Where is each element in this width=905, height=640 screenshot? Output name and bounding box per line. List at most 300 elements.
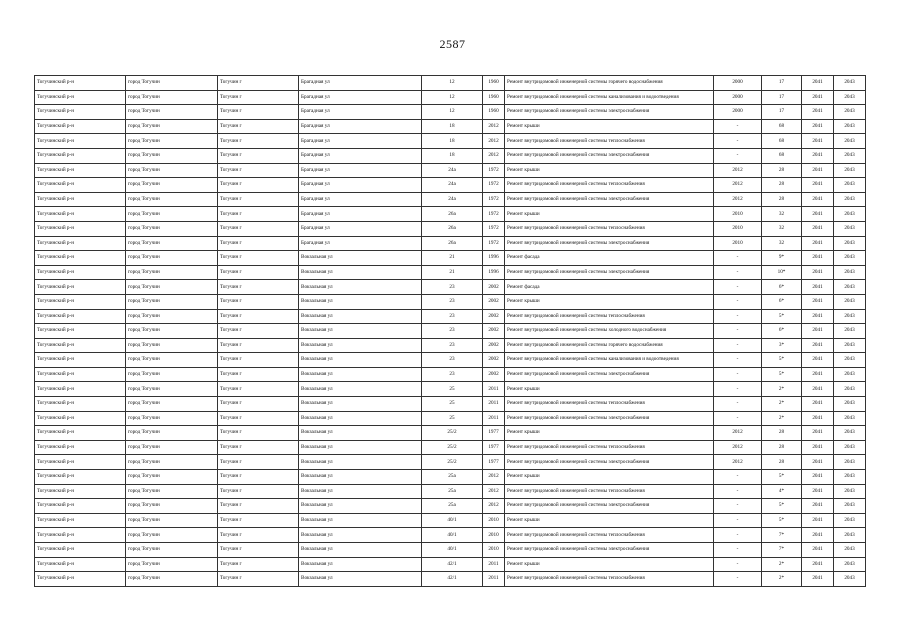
settlement-cell: город Тогучин <box>126 484 218 499</box>
district-cell: Тогучинский р-н <box>35 382 126 397</box>
street-cell: Вокзальная ул <box>299 367 422 382</box>
wear-percent-cell: 28 <box>762 440 802 455</box>
table-row <box>35 134 866 149</box>
settlement-cell: город Тогучин <box>126 426 218 441</box>
build-year-cell: 2002 <box>483 280 505 295</box>
locality-cell: Тогучин г <box>218 528 299 543</box>
last-repair-year-cell: 2000 <box>714 90 762 105</box>
settlement-cell: город Тогучин <box>126 163 218 178</box>
locality-cell: Тогучин г <box>218 251 299 266</box>
period-start-cell: 2041 <box>802 543 834 558</box>
work-type-cell: Ремонт внутридомовой инженерной системы электроснабжения <box>505 148 714 163</box>
house-number-cell: 26а <box>422 221 483 236</box>
house-number-cell: 26а <box>422 207 483 222</box>
wear-percent-cell: 2* <box>762 572 802 587</box>
work-type-cell: Ремонт крыши <box>505 470 714 485</box>
settlement-cell: город Тогучин <box>126 294 218 309</box>
work-type-cell: Ремонт внутридомовой инженерной системы электроснабжения <box>505 411 714 426</box>
street-cell: Вокзальная ул <box>299 455 422 470</box>
wear-percent-cell: 28 <box>762 163 802 178</box>
locality-cell: Тогучин г <box>218 557 299 572</box>
last-repair-year-cell: - <box>714 367 762 382</box>
period-end-cell: 2043 <box>834 440 866 455</box>
period-end-cell: 2043 <box>834 353 866 368</box>
wear-percent-cell: 17 <box>762 105 802 120</box>
house-number-cell: 42/1 <box>422 557 483 572</box>
period-end-cell: 2043 <box>834 251 866 266</box>
period-start-cell: 2041 <box>802 148 834 163</box>
table-row <box>35 148 866 163</box>
period-end-cell: 2043 <box>834 470 866 485</box>
period-start-cell: 2041 <box>802 528 834 543</box>
table-row <box>35 236 866 251</box>
district-cell: Тогучинский р-н <box>35 309 126 324</box>
settlement-cell: город Тогучин <box>126 397 218 412</box>
last-repair-year-cell: - <box>714 557 762 572</box>
last-repair-year-cell: - <box>714 338 762 353</box>
build-year-cell: 2011 <box>483 397 505 412</box>
district-cell: Тогучинский р-н <box>35 572 126 587</box>
house-number-cell: 40/1 <box>422 513 483 528</box>
district-cell: Тогучинский р-н <box>35 426 126 441</box>
period-start-cell: 2041 <box>802 178 834 193</box>
last-repair-year-cell: - <box>714 411 762 426</box>
period-end-cell: 2043 <box>834 119 866 134</box>
settlement-cell: город Тогучин <box>126 455 218 470</box>
build-year-cell: 1972 <box>483 236 505 251</box>
table-row <box>35 265 866 280</box>
locality-cell: Тогучин г <box>218 367 299 382</box>
locality-cell: Тогучин г <box>218 294 299 309</box>
house-number-cell: 25/2 <box>422 426 483 441</box>
street-cell: Брагадная ул <box>299 178 422 193</box>
work-type-cell: Ремонт внутридомовой инженерной системы теплоснабжения <box>505 484 714 499</box>
work-type-cell: Ремонт внутридомовой инженерной системы электроснабжения <box>505 455 714 470</box>
settlement-cell: город Тогучин <box>126 105 218 120</box>
district-cell: Тогучинский р-н <box>35 148 126 163</box>
locality-cell: Тогучин г <box>218 280 299 295</box>
wear-percent-cell: 6* <box>762 324 802 339</box>
last-repair-year-cell: - <box>714 513 762 528</box>
last-repair-year-cell: - <box>714 572 762 587</box>
last-repair-year-cell: - <box>714 280 762 295</box>
locality-cell: Тогучин г <box>218 105 299 120</box>
period-end-cell: 2043 <box>834 105 866 120</box>
locality-cell: Тогучин г <box>218 338 299 353</box>
wear-percent-cell: 7* <box>762 528 802 543</box>
settlement-cell: город Тогучин <box>126 557 218 572</box>
table-row <box>35 163 866 178</box>
house-number-cell: 25а <box>422 470 483 485</box>
house-number-cell: 23 <box>422 280 483 295</box>
period-start-cell: 2041 <box>802 90 834 105</box>
work-type-cell: Ремонт внутридомовой инженерной системы электроснабжения <box>505 543 714 558</box>
street-cell: Вокзальная ул <box>299 324 422 339</box>
settlement-cell: город Тогучин <box>126 440 218 455</box>
locality-cell: Тогучин г <box>218 119 299 134</box>
table-row <box>35 367 866 382</box>
table-row <box>35 353 866 368</box>
wear-percent-cell: 2* <box>762 411 802 426</box>
table-row <box>35 557 866 572</box>
period-start-cell: 2041 <box>802 382 834 397</box>
work-type-cell: Ремонт внутридомовой инженерной системы теплоснабжения <box>505 528 714 543</box>
last-repair-year-cell: 2010 <box>714 236 762 251</box>
house-number-cell: 25/2 <box>422 455 483 470</box>
locality-cell: Тогучин г <box>218 76 299 91</box>
street-cell: Брагадная ул <box>299 192 422 207</box>
locality-cell: Тогучин г <box>218 397 299 412</box>
last-repair-year-cell: 2010 <box>714 221 762 236</box>
last-repair-year-cell: - <box>714 397 762 412</box>
period-start-cell: 2041 <box>802 426 834 441</box>
settlement-cell: город Тогучин <box>126 90 218 105</box>
street-cell: Вокзальная ул <box>299 513 422 528</box>
build-year-cell: 2002 <box>483 353 505 368</box>
wear-percent-cell: 9* <box>762 251 802 266</box>
work-type-cell: Ремонт внутридомовой инженерной системы теплоснабжения <box>505 221 714 236</box>
period-start-cell: 2041 <box>802 221 834 236</box>
house-number-cell: 23 <box>422 309 483 324</box>
house-number-cell: 23 <box>422 338 483 353</box>
build-year-cell: 2012 <box>483 484 505 499</box>
work-type-cell: Ремонт крыши <box>505 294 714 309</box>
table-row <box>35 499 866 514</box>
locality-cell: Тогучин г <box>218 484 299 499</box>
period-start-cell: 2041 <box>802 338 834 353</box>
period-start-cell: 2041 <box>802 470 834 485</box>
settlement-cell: город Тогучин <box>126 280 218 295</box>
wear-percent-cell: 68 <box>762 148 802 163</box>
district-cell: Тогучинский р-н <box>35 367 126 382</box>
house-number-cell: 26а <box>422 236 483 251</box>
period-end-cell: 2043 <box>834 367 866 382</box>
period-start-cell: 2041 <box>802 572 834 587</box>
last-repair-year-cell: - <box>714 294 762 309</box>
district-cell: Тогучинский р-н <box>35 236 126 251</box>
work-type-cell: Ремонт крыши <box>505 163 714 178</box>
build-year-cell: 2002 <box>483 324 505 339</box>
district-cell: Тогучинский р-н <box>35 192 126 207</box>
period-end-cell: 2043 <box>834 324 866 339</box>
period-end-cell: 2043 <box>834 236 866 251</box>
locality-cell: Тогучин г <box>218 455 299 470</box>
work-type-cell: Ремонт внутридомовой инженерной системы горячего водоснабжения <box>505 76 714 91</box>
last-repair-year-cell: 2010 <box>714 207 762 222</box>
street-cell: Брагадная ул <box>299 207 422 222</box>
district-cell: Тогучинский р-н <box>35 265 126 280</box>
work-type-cell: Ремонт внутридомовой инженерной системы электроснабжения <box>505 265 714 280</box>
street-cell: Вокзальная ул <box>299 309 422 324</box>
settlement-cell: город Тогучин <box>126 353 218 368</box>
district-cell: Тогучинский р-н <box>35 397 126 412</box>
build-year-cell: 1972 <box>483 163 505 178</box>
house-number-cell: 24а <box>422 178 483 193</box>
table-row <box>35 411 866 426</box>
street-cell: Брагадная ул <box>299 105 422 120</box>
period-end-cell: 2043 <box>834 221 866 236</box>
district-cell: Тогучинский р-н <box>35 76 126 91</box>
build-year-cell: 1977 <box>483 455 505 470</box>
district-cell: Тогучинский р-н <box>35 207 126 222</box>
work-type-cell: Ремонт крыши <box>505 119 714 134</box>
house-number-cell: 25а <box>422 499 483 514</box>
locality-cell: Тогучин г <box>218 90 299 105</box>
wear-percent-cell: 5* <box>762 513 802 528</box>
street-cell: Вокзальная ул <box>299 470 422 485</box>
street-cell: Вокзальная ул <box>299 543 422 558</box>
locality-cell: Тогучин г <box>218 134 299 149</box>
last-repair-year-cell: - <box>714 484 762 499</box>
wear-percent-cell: 2* <box>762 557 802 572</box>
period-end-cell: 2043 <box>834 382 866 397</box>
period-start-cell: 2041 <box>802 499 834 514</box>
street-cell: Вокзальная ул <box>299 411 422 426</box>
locality-cell: Тогучин г <box>218 470 299 485</box>
house-number-cell: 25 <box>422 411 483 426</box>
wear-percent-cell: 32 <box>762 221 802 236</box>
build-year-cell: 2012 <box>483 470 505 485</box>
settlement-cell: город Тогучин <box>126 76 218 91</box>
work-type-cell: Ремонт внутридомовой инженерной системы электроснабжения <box>505 192 714 207</box>
settlement-cell: город Тогучин <box>126 338 218 353</box>
table-row <box>35 440 866 455</box>
build-year-cell: 2010 <box>483 543 505 558</box>
period-end-cell: 2043 <box>834 397 866 412</box>
work-type-cell: Ремонт внутридомовой инженерной системы электроснабжения <box>505 367 714 382</box>
last-repair-year-cell: 2012 <box>714 178 762 193</box>
locality-cell: Тогучин г <box>218 411 299 426</box>
locality-cell: Тогучин г <box>218 236 299 251</box>
period-end-cell: 2043 <box>834 572 866 587</box>
table-row <box>35 251 866 266</box>
wear-percent-cell: 28 <box>762 192 802 207</box>
work-type-cell: Ремонт фасада <box>505 251 714 266</box>
table-row <box>35 280 866 295</box>
table-row <box>35 543 866 558</box>
period-start-cell: 2041 <box>802 251 834 266</box>
wear-percent-cell: 28 <box>762 455 802 470</box>
work-type-cell: Ремонт внутридомовой инженерной системы канализования и водоотведения <box>505 90 714 105</box>
last-repair-year-cell: 2012 <box>714 455 762 470</box>
locality-cell: Тогучин г <box>218 440 299 455</box>
street-cell: Брагадная ул <box>299 163 422 178</box>
settlement-cell: город Тогучин <box>126 572 218 587</box>
locality-cell: Тогучин г <box>218 513 299 528</box>
house-number-cell: 24а <box>422 163 483 178</box>
settlement-cell: город Тогучин <box>126 411 218 426</box>
district-cell: Тогучинский р-н <box>35 528 126 543</box>
build-year-cell: 2002 <box>483 309 505 324</box>
street-cell: Брагадная ул <box>299 148 422 163</box>
house-number-cell: 24а <box>422 192 483 207</box>
table-row <box>35 207 866 222</box>
period-start-cell: 2041 <box>802 324 834 339</box>
build-year-cell: 2012 <box>483 134 505 149</box>
table-row <box>35 484 866 499</box>
settlement-cell: город Тогучин <box>126 382 218 397</box>
street-cell: Брагадная ул <box>299 134 422 149</box>
period-start-cell: 2041 <box>802 411 834 426</box>
table-row <box>35 294 866 309</box>
locality-cell: Тогучин г <box>218 382 299 397</box>
district-cell: Тогучинский р-н <box>35 440 126 455</box>
locality-cell: Тогучин г <box>218 192 299 207</box>
district-cell: Тогучинский р-н <box>35 353 126 368</box>
locality-cell: Тогучин г <box>218 265 299 280</box>
work-type-cell: Ремонт внутридомовой инженерной системы электроснабжения <box>505 236 714 251</box>
district-cell: Тогучинский р-н <box>35 105 126 120</box>
period-end-cell: 2043 <box>834 134 866 149</box>
house-number-cell: 18 <box>422 148 483 163</box>
district-cell: Тогучинский р-н <box>35 251 126 266</box>
settlement-cell: город Тогучин <box>126 265 218 280</box>
street-cell: Вокзальная ул <box>299 426 422 441</box>
build-year-cell: 2010 <box>483 528 505 543</box>
last-repair-year-cell: - <box>714 119 762 134</box>
period-start-cell: 2041 <box>802 207 834 222</box>
period-end-cell: 2043 <box>834 543 866 558</box>
period-end-cell: 2043 <box>834 513 866 528</box>
district-cell: Тогучинский р-н <box>35 499 126 514</box>
settlement-cell: город Тогучин <box>126 309 218 324</box>
district-cell: Тогучинский р-н <box>35 324 126 339</box>
period-start-cell: 2041 <box>802 134 834 149</box>
settlement-cell: город Тогучин <box>126 499 218 514</box>
work-type-cell: Ремонт внутридомовой инженерной системы электроснабжения <box>505 499 714 514</box>
period-end-cell: 2043 <box>834 528 866 543</box>
period-end-cell: 2043 <box>834 484 866 499</box>
last-repair-year-cell: 2012 <box>714 163 762 178</box>
settlement-cell: город Тогучин <box>126 207 218 222</box>
build-year-cell: 2012 <box>483 499 505 514</box>
work-type-cell: Ремонт внутридомовой инженерной системы теплоснабжения <box>505 397 714 412</box>
locality-cell: Тогучин г <box>218 221 299 236</box>
build-year-cell: 1960 <box>483 90 505 105</box>
work-type-cell: Ремонт внутридомовой инженерной системы теплоснабжения <box>505 134 714 149</box>
period-start-cell: 2041 <box>802 105 834 120</box>
last-repair-year-cell: - <box>714 543 762 558</box>
street-cell: Брагадная ул <box>299 236 422 251</box>
last-repair-year-cell: - <box>714 148 762 163</box>
period-end-cell: 2043 <box>834 426 866 441</box>
period-start-cell: 2041 <box>802 294 834 309</box>
period-end-cell: 2043 <box>834 192 866 207</box>
street-cell: Вокзальная ул <box>299 265 422 280</box>
settlement-cell: город Тогучин <box>126 178 218 193</box>
table-row <box>35 397 866 412</box>
work-type-cell: Ремонт внутридомовой инженерной системы холодного водоснабжения <box>505 324 714 339</box>
district-cell: Тогучинский р-н <box>35 484 126 499</box>
locality-cell: Тогучин г <box>218 353 299 368</box>
house-number-cell: 40/1 <box>422 528 483 543</box>
wear-percent-cell: 2* <box>762 382 802 397</box>
table-row <box>35 455 866 470</box>
table-body <box>35 76 866 587</box>
district-cell: Тогучинский р-н <box>35 280 126 295</box>
district-cell: Тогучинский р-н <box>35 90 126 105</box>
street-cell: Вокзальная ул <box>299 280 422 295</box>
wear-percent-cell: 2* <box>762 397 802 412</box>
district-cell: Тогучинский р-н <box>35 338 126 353</box>
street-cell: Брагадная ул <box>299 119 422 134</box>
build-year-cell: 1977 <box>483 426 505 441</box>
period-end-cell: 2043 <box>834 163 866 178</box>
settlement-cell: город Тогучин <box>126 528 218 543</box>
work-type-cell: Ремонт крыши <box>505 382 714 397</box>
work-type-cell: Ремонт внутридомовой инженерной системы электроснабжения <box>505 105 714 120</box>
district-cell: Тогучинский р-н <box>35 134 126 149</box>
period-end-cell: 2043 <box>834 280 866 295</box>
build-year-cell: 2011 <box>483 411 505 426</box>
district-cell: Тогучинский р-н <box>35 455 126 470</box>
district-cell: Тогучинский р-н <box>35 178 126 193</box>
work-type-cell: Ремонт внутридомовой инженерной системы теплоснабжения <box>505 309 714 324</box>
locality-cell: Тогучин г <box>218 324 299 339</box>
table-row <box>35 178 866 193</box>
page-number: 2587 <box>439 37 466 51</box>
build-year-cell: 2012 <box>483 119 505 134</box>
last-repair-year-cell: 2012 <box>714 440 762 455</box>
period-start-cell: 2041 <box>802 163 834 178</box>
period-start-cell: 2041 <box>802 309 834 324</box>
build-year-cell: 1977 <box>483 440 505 455</box>
locality-cell: Тогучин г <box>218 178 299 193</box>
settlement-cell: город Тогучин <box>126 119 218 134</box>
last-repair-year-cell: - <box>714 499 762 514</box>
build-year-cell: 1960 <box>483 105 505 120</box>
house-number-cell: 18 <box>422 119 483 134</box>
build-year-cell: 1960 <box>483 76 505 91</box>
last-repair-year-cell: - <box>714 528 762 543</box>
wear-percent-cell: 5* <box>762 309 802 324</box>
wear-percent-cell: 3* <box>762 338 802 353</box>
work-type-cell: Ремонт фасада <box>505 280 714 295</box>
house-number-cell: 25/2 <box>422 440 483 455</box>
work-type-cell: Ремонт крыши <box>505 557 714 572</box>
table-row <box>35 470 866 485</box>
wear-percent-cell: 28 <box>762 178 802 193</box>
period-end-cell: 2043 <box>834 90 866 105</box>
locality-cell: Тогучин г <box>218 499 299 514</box>
last-repair-year-cell: 2012 <box>714 426 762 441</box>
district-cell: Тогучинский р-н <box>35 557 126 572</box>
street-cell: Вокзальная ул <box>299 353 422 368</box>
locality-cell: Тогучин г <box>218 148 299 163</box>
settlement-cell: город Тогучин <box>126 221 218 236</box>
wear-percent-cell: 28 <box>762 426 802 441</box>
last-repair-year-cell: - <box>714 324 762 339</box>
period-start-cell: 2041 <box>802 557 834 572</box>
build-year-cell: 2002 <box>483 294 505 309</box>
locality-cell: Тогучин г <box>218 543 299 558</box>
period-end-cell: 2043 <box>834 557 866 572</box>
build-year-cell: 1996 <box>483 251 505 266</box>
street-cell: Вокзальная ул <box>299 397 422 412</box>
period-start-cell: 2041 <box>802 119 834 134</box>
locality-cell: Тогучин г <box>218 163 299 178</box>
build-year-cell: 2002 <box>483 338 505 353</box>
street-cell: Вокзальная ул <box>299 251 422 266</box>
settlement-cell: город Тогучин <box>126 324 218 339</box>
street-cell: Вокзальная ул <box>299 338 422 353</box>
period-start-cell: 2041 <box>802 192 834 207</box>
last-repair-year-cell: 2000 <box>714 76 762 91</box>
street-cell: Вокзальная ул <box>299 440 422 455</box>
house-number-cell: 12 <box>422 76 483 91</box>
wear-percent-cell: 32 <box>762 207 802 222</box>
period-end-cell: 2043 <box>834 455 866 470</box>
